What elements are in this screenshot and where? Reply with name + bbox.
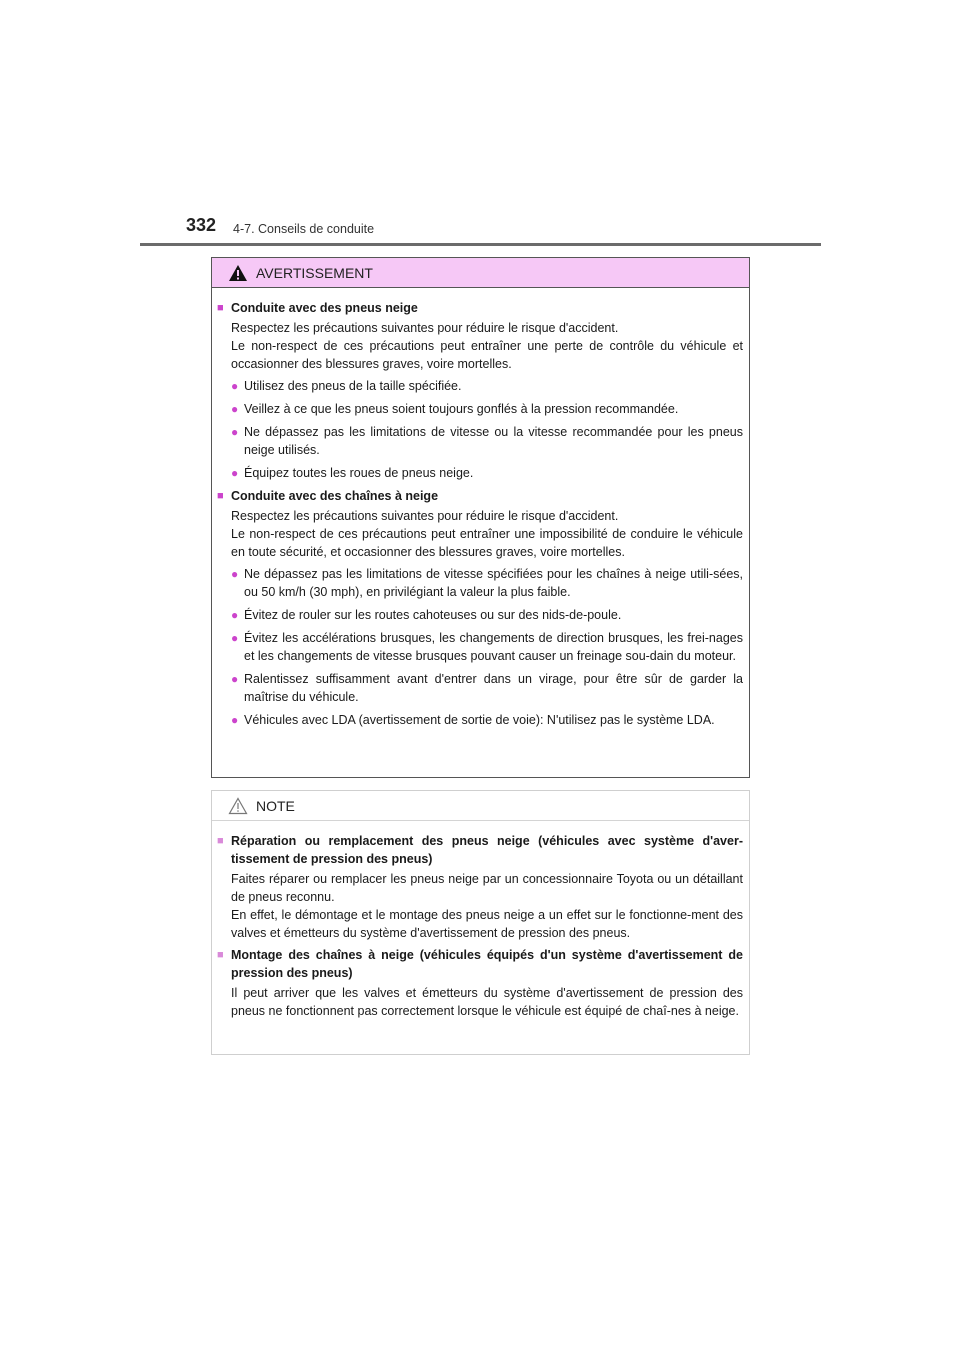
circle-bullet-icon: ● [231, 379, 239, 393]
circle-bullet-icon: ● [231, 631, 239, 645]
list-item: ● Ralentissez suffisamment avant d'entrer dans un virage, pour être sûr de garder la maîtrise du véhicule. [231, 672, 743, 704]
warning-section-intro: Respectez les précautions suivantes pour réduire le risque d'accident. Le non-respect de ces précautions peut entraîner une perte de contrôle du véhicule et occasionner des blessures graves, voire mortelles. [231, 321, 743, 371]
warning-section-intro: Respectez les précautions suivantes pour réduire le risque d'accident. Le non-respect de ces précautions peut entraîner une impossibilité de conduire le véhicule en toute sécurité, et occasionner des blessures graves, voire mortelles. [231, 509, 743, 559]
list-item: ● Évitez les accélérations brusques, les changements de direction brusques, les frei-nages et les changements de vitesse brusques pouvant causer un freinage sou-dain du moteur. [231, 631, 743, 663]
circle-bullet-icon: ● [231, 672, 239, 686]
note-box [211, 790, 750, 1055]
note-section-heading: ■ Montage des chaînes à neige (véhicules équipés d'un système d'avertissement de pression des pneus) [217, 948, 743, 980]
note-title: NOTE [256, 797, 295, 814]
list-item: ● Ne dépassez pas les limitations de vitesse spécifiées pour les chaînes à neige utili-sées, ou 50 km/h (30 mph), en privilégiant la valeur la plus faible. [231, 567, 743, 599]
square-bullet-icon: ■ [217, 835, 224, 847]
square-bullet-icon: ■ [217, 490, 224, 502]
warning-body [212, 288, 749, 729]
section-title: 4-7. Conseils de conduite [233, 222, 375, 236]
circle-bullet-icon: ● [231, 466, 239, 480]
page-number: 332 [186, 215, 217, 235]
list-item: ● Veillez à ce que les pneus soient toujours gonflés à la pression recommandée. [231, 402, 679, 416]
warning-triangle-filled-icon [228, 264, 248, 282]
note-body [212, 821, 749, 1020]
warning-header [212, 258, 749, 288]
warning-title: AVERTISSEMENT [256, 264, 373, 281]
list-item: ● Véhicules avec LDA (avertissement de sortie de voie): N'utilisez pas le système LDA. [231, 713, 715, 727]
note-paragraph: Il peut arriver que les valves et émetteurs du système d'avertissement de pression des pneus ne fonctionnent pas correctement lorsque le véhicule est équipé de chaî-nes à neige. [231, 986, 743, 1018]
list-item: ● Utilisez des pneus de la taille spécifiée. [231, 379, 462, 393]
circle-bullet-icon: ● [231, 567, 239, 581]
warning-triangle-outline-icon [228, 797, 248, 815]
circle-bullet-icon: ● [231, 608, 239, 622]
note-paragraph: Faites réparer ou remplacer les pneus neige par un concessionnaire Toyota ou un détaillant de pneus reconnu. En effet, le démontage et le montage des pneus neige a un effet sur le fonctionne-ment des valves et émetteurs du système d'avertissement de pression des pneus. [231, 872, 743, 940]
square-bullet-icon: ■ [217, 949, 224, 961]
warning-section-heading: ■ Conduite avec des chaînes à neige [217, 489, 439, 503]
warning-section-heading: ■ Conduite avec des pneus neige [217, 301, 418, 315]
square-bullet-icon: ■ [217, 302, 224, 314]
header-rule [140, 243, 821, 246]
list-item: ● Évitez de rouler sur les routes cahoteuses ou sur des nids-de-poule. [231, 608, 622, 622]
circle-bullet-icon: ● [231, 402, 239, 416]
circle-bullet-icon: ● [231, 713, 239, 727]
note-section-heading: ■ Réparation ou remplacement des pneus neige (véhicules avec système d'aver-tissement de pression des pneus) [217, 834, 743, 866]
note-header [212, 791, 749, 821]
circle-bullet-icon: ● [231, 425, 239, 439]
list-item: ● Ne dépassez pas les limitations de vitesse ou la vitesse recommandée pour les pneus neige utilisés. [231, 425, 743, 457]
warning-box [211, 257, 750, 778]
list-item: ● Équipez toutes les roues de pneus neige. [231, 466, 474, 480]
